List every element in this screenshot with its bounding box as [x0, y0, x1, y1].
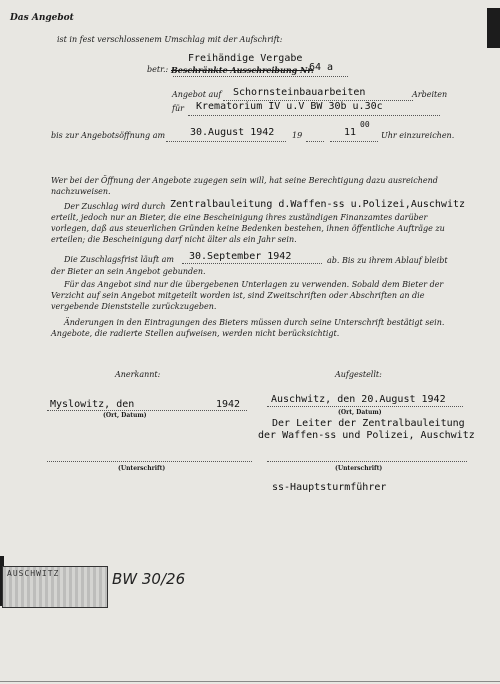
paragraph-5: Änderungen in den Eintragungen des Bieters müssen durch seine Unterschrift bestätigt sein. Angebote, die radierte Stellen aufweisen, werden nicht berücksichtigt.: [51, 318, 445, 338]
archive-stamp-text: AUSCHWITZ: [7, 569, 60, 578]
paragraph-4: Für das Angebot sind nur die übergebenen Unterlagen zu verwenden. Sobald dem Bieter der Verzicht auf sein Angebot mitgeteilt worden ist, sind Zweitschriften oder Abschriften an die vergebende Dienststelle zurückzugeben.: [51, 280, 444, 311]
deadline-prefix: bis zur Angebotsöffnung am: [51, 131, 166, 140]
left-place-date: Myslowitz, den: [50, 399, 135, 410]
left-place-dotted-line: [47, 410, 247, 411]
handwritten-reference-number: BW 30/26: [112, 570, 186, 588]
fuer-label: für: [172, 104, 184, 113]
betr-label: betr.:: [147, 65, 169, 74]
betr-struck-text: Beschränkte Ausschreibung Nr.: [171, 65, 314, 75]
paragraph-3-typed: 30.September 1942: [189, 251, 292, 262]
right-place-date: Auschwitz, den 20.August 1942: [271, 394, 446, 405]
angebot-label: Angebot auf: [172, 90, 222, 99]
left-signature-heading: Anerkannt:: [115, 370, 161, 379]
archive-stamp: [2, 566, 108, 608]
betr-typed-text: Freihändige Vergabe: [188, 53, 303, 64]
document-title: Das Angebot: [10, 13, 74, 23]
paragraph-3-body: ab. Bis zu ihrem Ablauf bleibt der Bieter an sein Angebot gebunden.: [51, 256, 448, 276]
intro-text: ist in fest verschlossenem Umschlag mit der Aufschrift:: [57, 35, 283, 44]
deadline-date-dotted-line: [166, 141, 286, 142]
right-caption-signature: (Unterschrift): [335, 465, 383, 472]
right-office-line-1: Der Leiter der Zentralbauleitung: [272, 418, 465, 429]
page-bottom-edge: [0, 681, 500, 682]
paragraph-3-start: Die Zuschlagsfrist läuft am: [64, 255, 175, 264]
fuer-dotted-line: [188, 115, 440, 116]
deadline-suffix: Uhr einzureichen.: [381, 131, 455, 140]
deadline-minutes: 00: [360, 120, 370, 129]
betr-number: 64 a: [309, 62, 334, 73]
paragraph-2-start: Der Zuschlag wird durch: [64, 202, 166, 211]
betr-dotted-line: [173, 76, 348, 77]
left-year: 1942: [216, 399, 241, 410]
right-office-line-2: der Waffen-ss und Polizei, Auschwitz: [258, 430, 475, 441]
angebot-suffix: Arbeiten: [412, 90, 448, 99]
deadline-nineteen: 19: [292, 131, 303, 140]
right-signature-dotted-line: [267, 461, 467, 462]
deadline-year-dotted-line: [306, 141, 324, 142]
right-caption-place: (Ort, Datum): [338, 409, 382, 416]
edge-shadow: [487, 8, 500, 48]
paragraph-2-body: erteilt, jedoch nur an Bieter, die eine Bescheinigung ihres zuständigen Finanzamtes darüber vorlegen, daß aus steuerlichen Gründen keine Bedenken bestehen, ihnen öffentliche Aufträge zu erteilen; die Bescheinigung darf nicht älter als ein Jahr sein.: [51, 213, 445, 244]
paragraph-2-typed: Zentralbauleitung d.Waffen-ss u.Polizei,Auschwitz: [170, 199, 466, 210]
deadline-hour-dotted-line: [330, 141, 378, 142]
deadline-hour: 11: [344, 127, 357, 138]
right-place-dotted-line: [267, 406, 463, 407]
left-caption-signature: (Unterschrift): [118, 465, 166, 472]
angebot-value: Schornsteinbauarbeiten: [233, 87, 366, 98]
left-signature-dotted-line: [47, 461, 252, 462]
paragraph-1: Wer bei der Öffnung der Angebote zugegen sein will, hat seine Berechtigung dazu ausreichend nachzuweisen.: [51, 176, 438, 196]
fuer-value: Krematorium IV u.V BW 30b u.30c: [196, 101, 383, 112]
right-signature-heading: Aufgestellt:: [335, 370, 382, 379]
right-rank: ss-Hauptsturmführer: [272, 482, 387, 493]
left-caption-place: (Ort, Datum): [103, 412, 147, 419]
deadline-date: 30.August 1942: [190, 127, 275, 138]
